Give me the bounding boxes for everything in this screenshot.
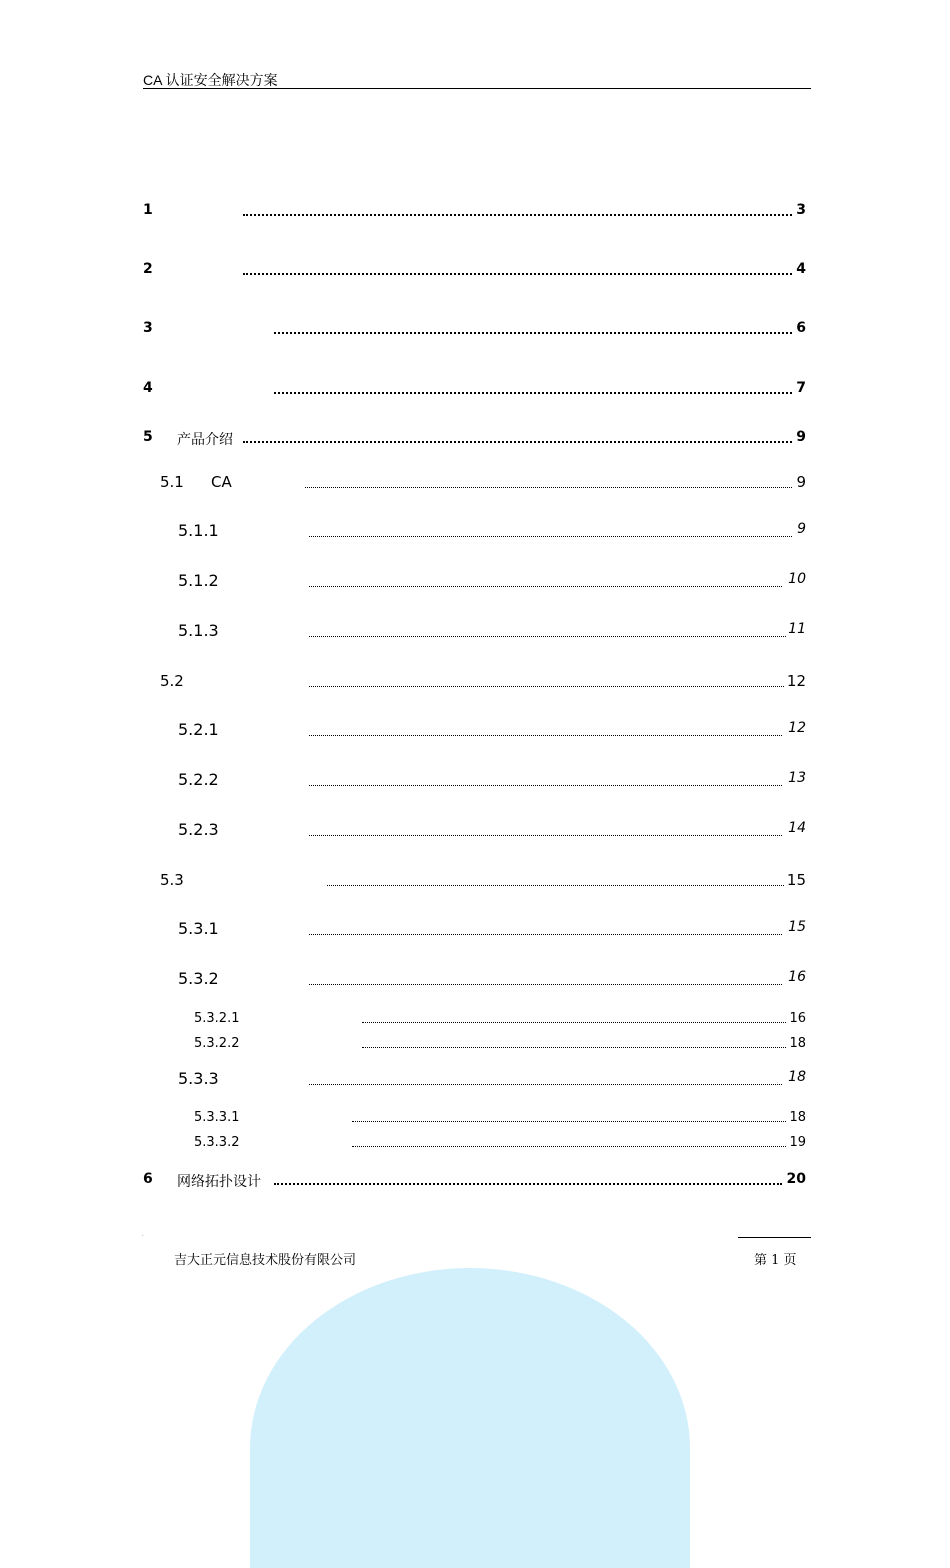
- toc-entry-number: 5.3.1: [178, 919, 219, 938]
- toc-entry-page: 15: [786, 871, 806, 889]
- toc-entry-page: 9: [796, 473, 806, 491]
- toc-leader-dots: [243, 441, 792, 443]
- toc-entry-page: 18: [788, 1069, 806, 1085]
- toc-entry-4[interactable]: [143, 380, 806, 400]
- toc-entry-page: 14: [788, 820, 806, 836]
- toc-entry-page: 12: [786, 672, 806, 690]
- toc-leader-dots: [243, 273, 792, 275]
- toc-entry-number: 5.2.2: [178, 770, 219, 789]
- toc-entry-number: 5.3.2.2: [194, 1036, 240, 1051]
- toc-entry-5-3[interactable]: [160, 871, 806, 891]
- toc-entry-5-3-1[interactable]: [178, 919, 806, 941]
- toc-leader-dots: [243, 214, 792, 216]
- toc-entry-5-1[interactable]: [160, 473, 806, 493]
- toc-entry-page: 3: [796, 202, 806, 218]
- toc-entry-number: 5.1.3: [178, 621, 219, 640]
- toc-entry-number: 5: [143, 429, 153, 445]
- toc-entry-5-1-3[interactable]: [178, 621, 806, 643]
- toc-entry-page: 10: [788, 571, 806, 587]
- toc-entry-page: 12: [788, 720, 806, 736]
- toc-entry-6[interactable]: [143, 1171, 806, 1191]
- toc-entry-5-2-2[interactable]: [178, 770, 806, 792]
- toc-leader-dots: [309, 934, 782, 935]
- toc-entry-number: 5.3.2: [178, 969, 219, 988]
- toc-entry-number: 5.1.1: [178, 521, 219, 540]
- toc-leader-dots: [309, 835, 782, 836]
- toc-entry-5-1-2[interactable]: [178, 571, 806, 593]
- toc-leader-dots: [352, 1146, 786, 1147]
- toc-entry-page: 16: [788, 969, 806, 985]
- toc-leader-dots: [274, 332, 792, 334]
- toc-entry-number: 5.1.2: [178, 571, 219, 590]
- toc-entry-number: 4: [143, 380, 153, 396]
- toc-entry-number: 6: [143, 1171, 153, 1187]
- toc-leader-dots: [274, 392, 792, 394]
- toc-entry-number: 1: [143, 202, 153, 218]
- toc-entry-title: 产品介绍: [177, 432, 233, 448]
- toc-entry-5-3-3-2[interactable]: [194, 1135, 806, 1153]
- toc-leader-dots: [274, 1183, 782, 1185]
- toc-entry-5-3-2-2[interactable]: [194, 1036, 806, 1054]
- toc-entry-number: 5.2.1: [178, 720, 219, 739]
- footer-company-name: 吉大正元信息技术股份有限公司: [174, 1253, 357, 1268]
- toc-entry-5-3-3-1[interactable]: [194, 1110, 806, 1128]
- toc-entry-page: 16: [789, 1011, 806, 1026]
- toc-entry-number: 5.3.3.1: [194, 1110, 240, 1125]
- toc-entry-page: 18: [789, 1036, 806, 1051]
- toc-leader-dots: [352, 1121, 786, 1122]
- toc-entry-page: 18: [789, 1110, 806, 1125]
- toc-leader-dots: [309, 1084, 782, 1085]
- decorative-background-shape: [250, 1268, 690, 1568]
- toc-entry-5-3-3[interactable]: [178, 1069, 806, 1091]
- toc-leader-dots: [309, 536, 792, 537]
- toc-entry-number: 5.2: [160, 672, 184, 690]
- toc-leader-dots: [305, 487, 792, 488]
- toc-entry-1[interactable]: [143, 202, 806, 222]
- toc-entry-5-2-1[interactable]: [178, 720, 806, 742]
- toc-leader-dots: [362, 1022, 786, 1023]
- toc-entry-number: 5.3.3: [178, 1069, 219, 1088]
- toc-entry-number: 5.2.3: [178, 820, 219, 839]
- toc-entry-number: 5.3.3.2: [194, 1135, 240, 1150]
- toc-entry-page: 15: [788, 919, 806, 935]
- toc-leader-dots: [309, 586, 782, 587]
- toc-leader-dots: [309, 984, 782, 985]
- toc-entry-5-2[interactable]: [160, 672, 806, 692]
- toc-entry-5-3-2-1[interactable]: [194, 1011, 806, 1029]
- toc-entry-number: 5.3.2.1: [194, 1011, 240, 1026]
- toc-entry-5-2-3[interactable]: [178, 820, 806, 842]
- toc-entry-page: 19: [789, 1135, 806, 1150]
- footer-page-number: 第 1 页: [754, 1253, 797, 1268]
- toc-leader-dots: [309, 686, 784, 687]
- toc-leader-dots: [362, 1047, 786, 1048]
- toc-entry-2[interactable]: [143, 261, 806, 281]
- toc-leader-dots: [327, 885, 784, 886]
- toc-entry-page: 7: [796, 380, 806, 396]
- toc-leader-dots: [309, 735, 782, 736]
- toc-entry-5-1-1[interactable]: [178, 521, 806, 543]
- toc-entry-number: 5.1: [160, 473, 184, 491]
- toc-entry-title: CA: [211, 473, 232, 491]
- toc-entry-page: 11: [788, 621, 806, 637]
- toc-entry-number: 3: [143, 320, 153, 336]
- toc-entry-title: 网络拓扑设计: [177, 1174, 261, 1190]
- toc-entry-5-3-2[interactable]: [178, 969, 806, 991]
- toc-leader-dots: [309, 636, 786, 637]
- document-header-title: CA 认证安全解决方案: [143, 72, 278, 88]
- footer-divider: [738, 1237, 811, 1238]
- header-divider: [143, 88, 811, 89]
- toc-entry-number: 5.3: [160, 871, 184, 889]
- toc-entry-5[interactable]: [143, 429, 806, 449]
- footer-marker: .: [142, 1232, 144, 1238]
- toc-entry-page: 13: [788, 770, 806, 786]
- toc-entry-page: 20: [786, 1171, 806, 1187]
- toc-leader-dots: [309, 785, 782, 786]
- toc-entry-3[interactable]: [143, 320, 806, 340]
- toc-entry-page: 4: [796, 261, 806, 277]
- toc-entry-page: 9: [796, 429, 806, 445]
- toc-entry-number: 2: [143, 261, 153, 277]
- toc-entry-page: 9: [797, 521, 806, 537]
- toc-entry-page: 6: [796, 320, 806, 336]
